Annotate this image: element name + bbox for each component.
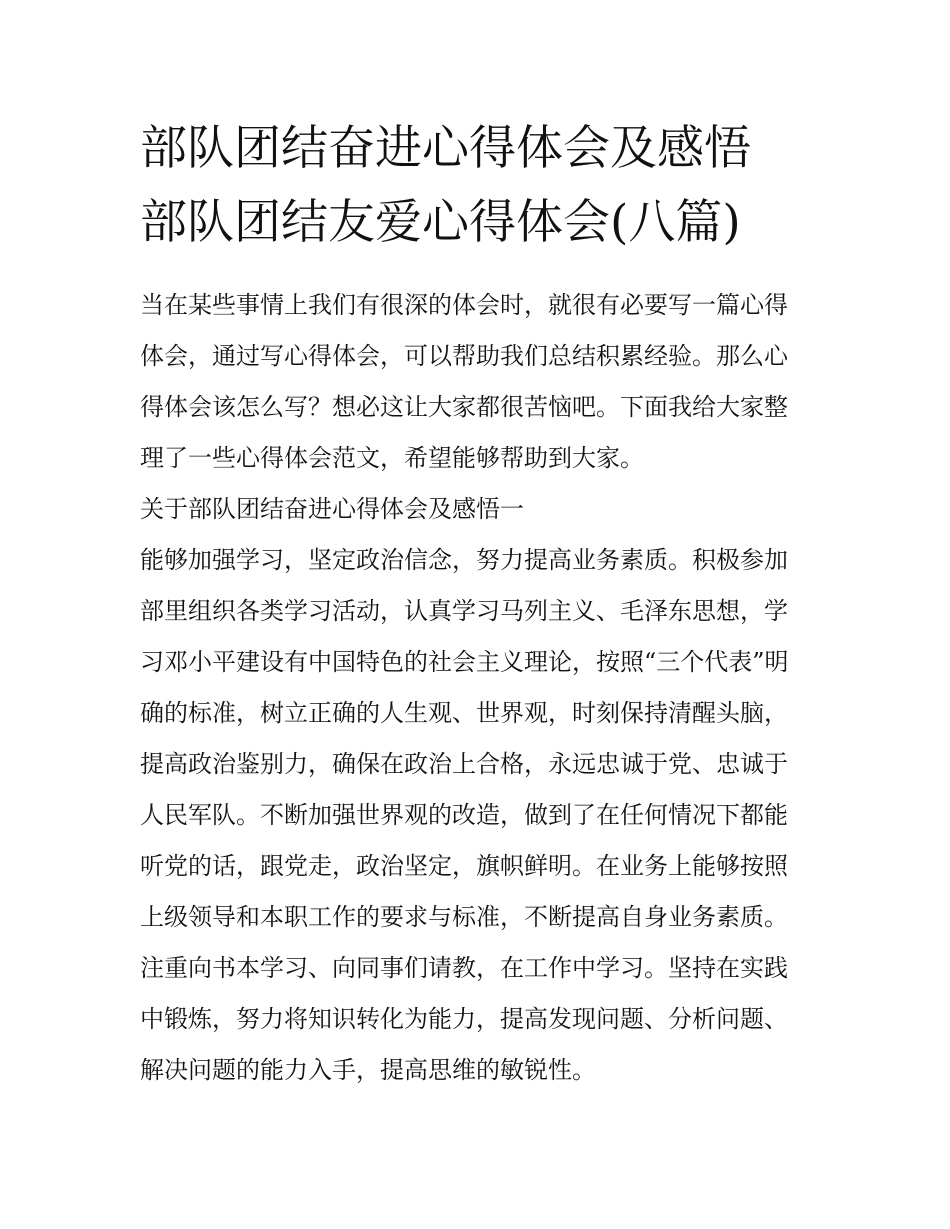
section-heading: 关于部队团结奋进心得体会及感悟一 [140,495,524,523]
intro-line: 体会，通过写心得体会，可以帮助我们总结积累经验。那么心 [140,342,788,370]
title-line: 部队团结奋进心得体会及感悟 [140,121,751,176]
section-line: 能够加强学习，坚定政治信念，努力提高业务素质。积极参加 [140,546,788,574]
section-line: 注重向书本学习、向同事们请教，在工作中学习。坚持在实践 [140,954,788,982]
document-title [140,112,820,260]
section-line: 提高政治鉴别力，确保在政治上合格，永远忠诚于党、忠诚于 [140,750,788,778]
section-line: 听党的话，跟党走，政治坚定，旗帜鲜明。在业务上能够按照 [140,852,788,880]
document-body [140,280,815,1096]
section-line: 上级领导和本职工作的要求与标准，不断提高自身业务素质。 [140,903,788,931]
title-line: 部队团结友爱心得体会(八篇) [140,195,741,250]
section-line: 人民军队。不断加强世界观的改造，做到了在任何情况下都能 [140,801,788,829]
intro-line: 当在某些事情上我们有很深的体会时，就很有必要写一篇心得 [140,291,788,319]
section-line: 确的标准，树立正确的人生观、世界观，时刻保持清醒头脑， [140,699,788,727]
intro-line: 理了一些心得体会范文，希望能够帮助到大家。 [140,444,644,472]
intro-line: 得体会该怎么写？想必这让大家都很苦恼吧。下面我给大家整 [140,393,788,421]
section-line: 中锻炼，努力将知识转化为能力，提高发现问题、分析问题、 [140,1005,788,1033]
section-line: 解决问题的能力入手，提高思维的敏锐性。 [140,1056,596,1084]
section-line: 习邓小平建设有中国特色的社会主义理论，按照“三个代表”明 [140,648,789,676]
section-line: 部里组织各类学习活动，认真学习马列主义、毛泽东思想，学 [140,597,788,625]
